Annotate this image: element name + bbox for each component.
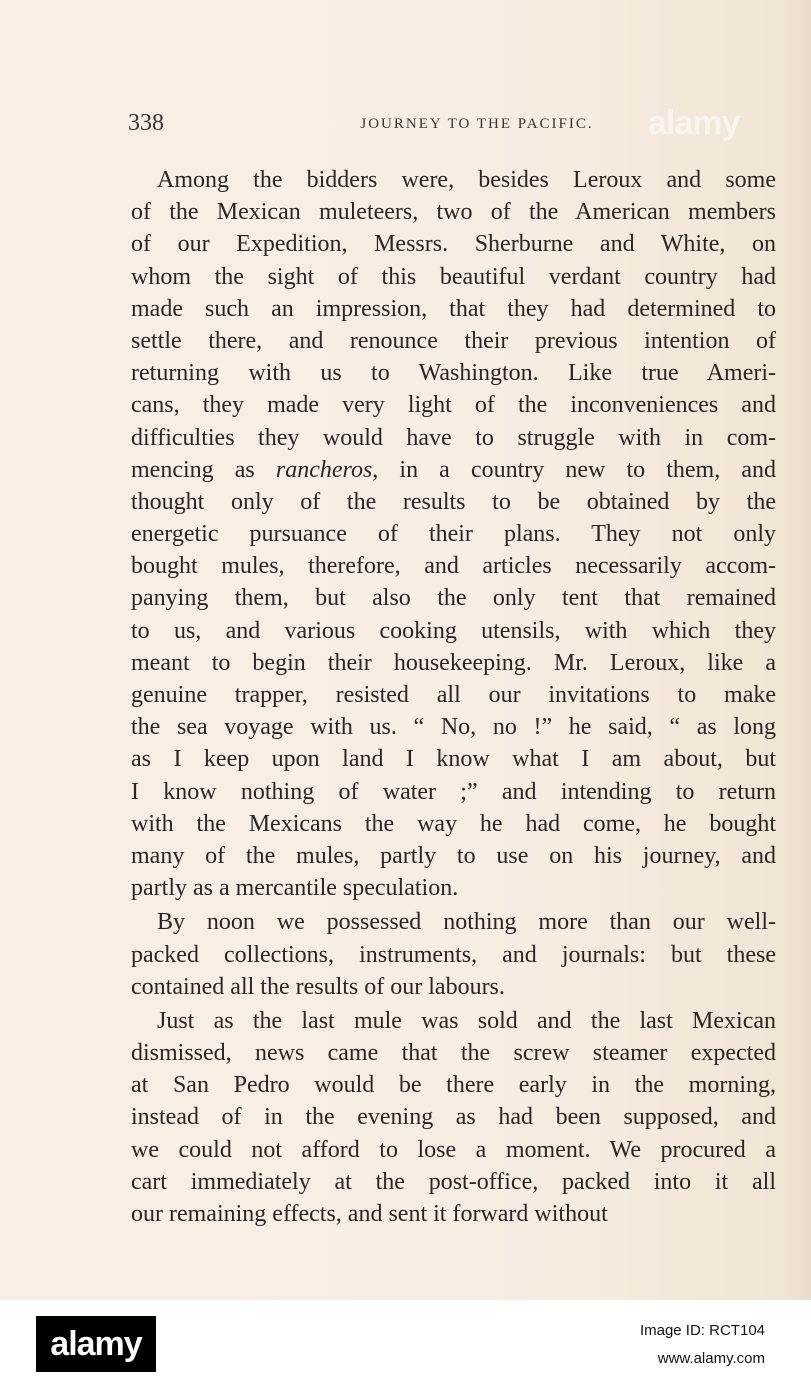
paragraph bbox=[131, 906, 776, 1003]
text-line: thought only of the results to be obtained by the bbox=[131, 488, 776, 515]
alamy-logo: alamy bbox=[36, 1316, 156, 1372]
text-line: returning with us to Washington. Like true Ameri- bbox=[131, 360, 776, 387]
paragraph bbox=[131, 164, 776, 904]
site-url: www.alamy.com bbox=[657, 1350, 765, 1367]
text-line: I know nothing of water ;” and intending to return bbox=[131, 778, 776, 805]
body-text bbox=[131, 164, 776, 1230]
text-line: dismissed, news came that the screw steamer expected bbox=[131, 1040, 776, 1067]
text-line: packed collections, instruments, and journals: but these bbox=[131, 941, 776, 968]
watermark-logo: alamy bbox=[648, 104, 740, 142]
image-id: Image ID: RCT104 bbox=[639, 1322, 765, 1339]
stock-footer bbox=[0, 1300, 811, 1390]
text-line: Just as the last mule was sold and the last Mexican bbox=[157, 1007, 776, 1034]
text-line: difficulties they would have to struggle with in com- bbox=[131, 424, 776, 451]
text-line: Among the bidders were, besides Leroux and some bbox=[157, 167, 776, 193]
text-line: settle there, and renounce their previous intention of bbox=[131, 327, 776, 354]
text-line: as I keep upon land I know what I am about, but bbox=[131, 746, 776, 773]
text-line: of our Expedition, Messrs. Sherburne and White, on bbox=[131, 231, 776, 258]
text-line: instead of in the evening as had been supposed, and bbox=[131, 1104, 776, 1131]
text-line: genuine trapper, resisted all our invitations to make bbox=[131, 682, 776, 708]
text-line: mencing as rancheros, in a country new to them, and bbox=[131, 456, 776, 483]
text-line: at San Pedro would be there early in the morning, bbox=[131, 1072, 776, 1099]
text-line: our remaining effects, and sent it forward without bbox=[131, 1201, 608, 1227]
text-line: energetic pursuance of their plans. They not only bbox=[131, 521, 776, 548]
paragraph bbox=[131, 1005, 776, 1230]
text-line: cans, they made very light of the inconveniences and bbox=[131, 392, 776, 419]
text-line: of the Mexican muleteers, two of the American members bbox=[131, 199, 776, 226]
text-line: panying them, but also the only tent that remained bbox=[131, 585, 776, 612]
text-line: made such an impression, that they had determined to bbox=[131, 295, 776, 322]
text-line: whom the sight of this beautiful verdant country had bbox=[131, 263, 776, 290]
page-number: 338 bbox=[128, 110, 164, 136]
text-line: bought mules, therefore, and articles necessarily accom- bbox=[131, 553, 776, 580]
text-line: with the Mexicans the way he had come, he bought bbox=[131, 810, 776, 837]
running-title: JOURNEY TO THE PACIFIC. bbox=[360, 116, 594, 132]
text-line: meant to begin their housekeeping. Mr. Leroux, like a bbox=[131, 649, 776, 676]
text-line: cart immediately at the post-office, packed into it all bbox=[131, 1168, 776, 1195]
text-line: many of the mules, partly to use on his journey, and bbox=[131, 842, 776, 869]
text-line: to us, and various cooking utensils, with which they bbox=[131, 617, 776, 644]
text-line: contained all the results of our labours. bbox=[131, 973, 505, 1000]
text-line: By noon we possessed nothing more than our well- bbox=[157, 909, 776, 936]
text-line: we could not afford to lose a moment. We procured a bbox=[131, 1136, 776, 1163]
text-line: the sea voyage with us. “ No, no !” he said, “ as long bbox=[131, 714, 776, 741]
text-line: partly as a mercantile speculation. bbox=[131, 875, 459, 902]
